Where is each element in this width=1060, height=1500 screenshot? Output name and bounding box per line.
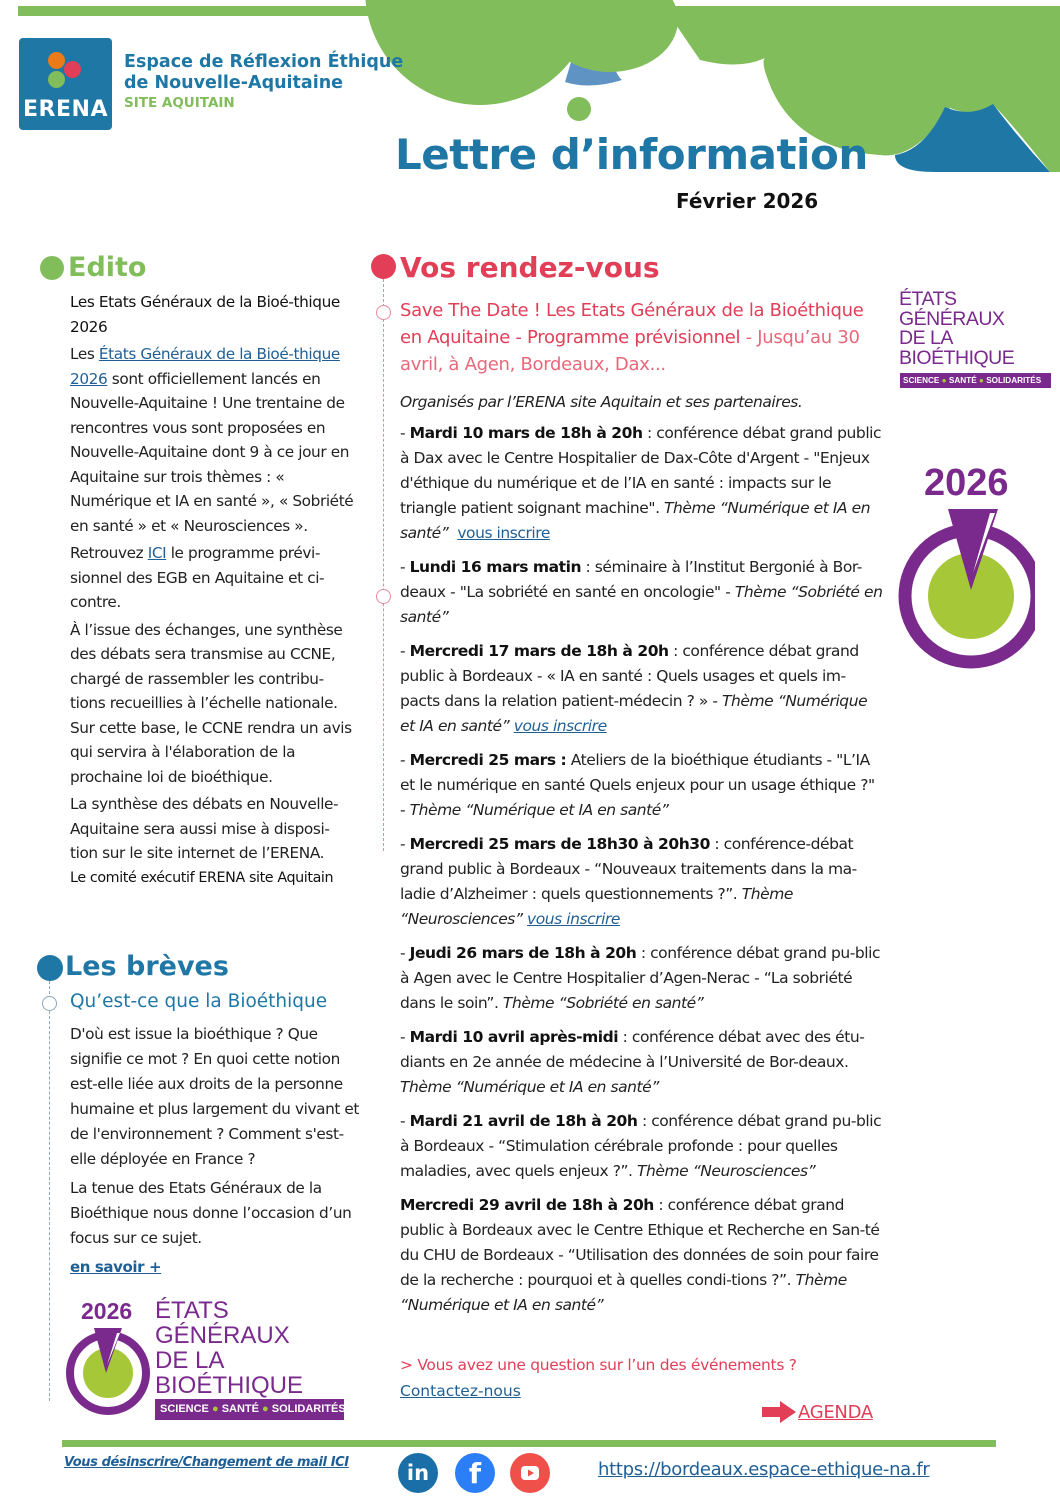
register-link[interactable]: vous inscrire xyxy=(457,524,550,542)
egb-2026-emblem xyxy=(895,455,1035,670)
breves-paragraph-2: La tenue des Etats Généraux de la Bioéthique nous donne l’occasion d’un focus sur ce sujet. xyxy=(70,1179,352,1247)
rdv-question: > Vous avez une question sur l’un des événements ? xyxy=(400,1356,797,1374)
edito-paragraph-4: La synthèse des débats en Nouvelle-Aquitaine sera aussi mise à disposi-tion sur le site internet de l’ERENA. xyxy=(70,795,339,862)
event-item: - Mercredi 25 mars de 18h30 à 20h30 : conférence-débat grand public à Bordeaux - “Nouveaux traitements dans la ma-ladie d’Alzheimer : quels questionnements ?”. Thème “Neurosciences” vous inscrire xyxy=(400,835,857,928)
register-link[interactable]: vous inscrire xyxy=(513,717,607,735)
edito-paragraph-1: Les États Généraux de la Bioé-thique 2026 sont officiellement lancés en Nouvelle-Aquitaine ! Une trentaine de rencontres vous sont proposées en Nouvelle-Aquitaine dont 9 à ce jour en Aquitaine sur trois thèmes : « Numérique et IA en santé », « Sobriété en santé » et « Neurosciences ». xyxy=(70,345,354,535)
breves-subtitle: Qu’est-ce que la Bioéthique xyxy=(70,991,328,1012)
egb-tagline-band-right: SCIENCE ● SANTÉ ● SOLIDARITÉS xyxy=(900,373,1051,388)
edito-body xyxy=(70,290,355,893)
egb-tagline-band: SCIENCE ● SANTÉ ● SOLIDARITÉS xyxy=(155,1399,344,1420)
page-title: Lettre d’information xyxy=(395,130,868,179)
agenda-link[interactable] xyxy=(762,1401,873,1423)
edito-title: Edito xyxy=(68,252,147,283)
event-item: - Mardi 21 avril de 18h à 20h : conférence débat grand pu-blic à Bordeaux - “Stimulation cérébrale profonde : pour quelles maladies, avec quels enjeux ?”. Thème “Neurosciences” xyxy=(400,1112,882,1180)
logo-dot-orange xyxy=(48,52,65,69)
facebook-icon[interactable]: f xyxy=(455,1453,495,1493)
en-savoir-plus-link[interactable]: en savoir + xyxy=(70,1258,162,1276)
egb-logo-text-right: ÉTATS GÉNÉRAUX DE LA BIOÉTHIQUE xyxy=(899,288,1015,369)
edito-paragraph-3: À l’issue des échanges, une synthèse des débats sera transmise au CCNE, chargé de rassembler les contribu-tions recueillies à l’échelle nationale. Sur cette base, le CCNE rendra un avis qui servira à l'élaboration de la prochaine loi de bioéthique. xyxy=(70,620,352,786)
org-name xyxy=(124,52,403,94)
svg-text:2026: 2026 xyxy=(924,462,1009,504)
egb-compass-large-icon xyxy=(895,455,1035,670)
breves-paragraph-1: D'où est issue la bioéthique ? Que signifie ce mot ? En quoi cette notion est-elle liée aux droits de la personne humaine et plus largement du vivant et de l'environnement ? Comment s'est-elle déployée en France ? xyxy=(70,1025,360,1168)
register-link[interactable]: vous inscrire xyxy=(527,910,620,928)
event-item: - Lundi 16 mars matin : séminaire à l’Institut Bergonié à Bor-deaux - "La sobriété en santé en oncologie" - Thème “Sobriété en santé” xyxy=(400,558,883,626)
logo-text: ERENA xyxy=(23,97,108,122)
rdv-organizers: Organisés par l’ERENA site Aquitain et ses partenaires. xyxy=(400,393,803,411)
breves-timeline-node-icon xyxy=(42,996,57,1011)
erena-logo[interactable] xyxy=(19,38,112,130)
logo-dot-red xyxy=(64,61,81,78)
egb-line3: DE LA xyxy=(155,1347,225,1374)
breves-timeline xyxy=(49,981,50,1401)
egb-compass-icon xyxy=(64,1295,164,1425)
org-name-line2: de Nouvelle-Aquitaine xyxy=(124,73,344,93)
rdv-timeline-node-icon xyxy=(376,305,391,320)
issue-date: Février 2026 xyxy=(676,189,819,213)
edito-signature: Le comité exécutif ERENA site Aquitain xyxy=(70,869,334,886)
rdv-timeline-node-icon-2 xyxy=(376,589,391,604)
rdv-events xyxy=(400,390,884,1327)
edito-heading: Les Etats Généraux de la Bioé-thique 2026 xyxy=(70,293,340,336)
website-link[interactable]: https://bordeaux.espace-ethique-na.fr xyxy=(598,1459,930,1480)
agenda-label: AGENDA xyxy=(798,1401,873,1423)
egb-logo-large xyxy=(64,1295,354,1425)
rdv-headline: Save The Date ! Les Etats Généraux de la Bioéthique en Aquitaine - Programme prévisionnel - Jusqu’au 30 avril, à Agen, Bordeaux, Dax... xyxy=(400,300,864,375)
egb-line1: ÉTATS xyxy=(155,1297,229,1324)
footer-divider xyxy=(62,1440,996,1447)
rdv-bullet-icon xyxy=(371,254,396,279)
event-item: - Mercredi 17 mars de 18h à 20h : conférence débat grand public à Bordeaux - « IA en santé : Quels usages et quels im-pacts dans la relation patient-médecin ? » - Thème “Numérique et IA en santé” vous inscrire xyxy=(400,642,868,735)
org-site: SITE AQUITAIN xyxy=(124,95,235,111)
unsubscribe-link[interactable]: Vous désinscrire/Changement de mail ICI xyxy=(64,1455,349,1470)
linkedin-icon[interactable]: in xyxy=(398,1453,438,1493)
youtube-play-icon xyxy=(520,1463,540,1483)
edito-bullet-icon xyxy=(40,256,64,280)
contact-link[interactable]: Contactez-nous xyxy=(400,1382,521,1400)
event-item: - Mercredi 25 mars : Ateliers de la bioéthique étudiants - "L’IA et le numérique en santé Quels enjeux pour un usage éthique ?" - Thème “Numérique et IA en santé” xyxy=(400,751,875,819)
logo-dot-green xyxy=(48,71,65,88)
svg-text:2026: 2026 xyxy=(81,1298,133,1324)
edito-paragraph-2: Retrouvez ICI le programme prévi-sionnel des EGB en Aquitaine et ci-contre. xyxy=(70,544,325,611)
egb-2026-link[interactable]: États Généraux de la Bioé-thique 2026 xyxy=(70,345,340,388)
breves-bullet-icon xyxy=(37,955,63,981)
event-item: - Mardi 10 mars de 18h à 20h : conférence débat grand public à Dax avec le Centre Hospitalier de Dax-Côte d'Argent - "Enjeux d'éthique du numérique et de l’IA en santé : impacts sur le triangle patient soignant machine". Thème “Numérique et IA en santé” vous inscrire xyxy=(400,424,882,542)
youtube-icon[interactable] xyxy=(510,1453,550,1493)
arrow-right-icon xyxy=(762,1401,796,1423)
org-name-line1: Espace de Réflexion Éthique xyxy=(124,52,404,72)
event-item: - Mardi 10 avril après-midi : conférence débat avec des étu-diants en 2e année de médecine à l’Université de Bor-deaux. Thème “Numérique et IA en santé” xyxy=(400,1028,865,1096)
breves-body xyxy=(70,1022,360,1280)
breves-title: Les brèves xyxy=(65,951,229,982)
rdv-timeline xyxy=(383,279,384,851)
event-item: - Jeudi 26 mars de 18h à 20h : conférence débat grand pu-blic à Agen avec le Centre Hospitalier d’Agen-Nerac - “La sobriété dans le soin”. Thème “Sobriété en santé” xyxy=(400,944,881,1012)
programme-ici-link[interactable]: ICI xyxy=(147,544,167,562)
egb-line4: BIOÉTHIQUE xyxy=(155,1372,304,1399)
rdv-title: Vos rendez-vous xyxy=(400,251,660,284)
event-item: Mercredi 29 avril de 18h à 20h : conférence débat grand public à Bordeaux avec le Centre Ethique et Recherche en San-té du CHU de Bordeaux - “Utilisation des données de soin pour faire de la recherche : pourquoi et à quelles condi-tions ?”. Thème “Numérique et IA en santé” xyxy=(400,1196,880,1314)
egb-line2: GÉNÉRAUX xyxy=(155,1322,290,1349)
